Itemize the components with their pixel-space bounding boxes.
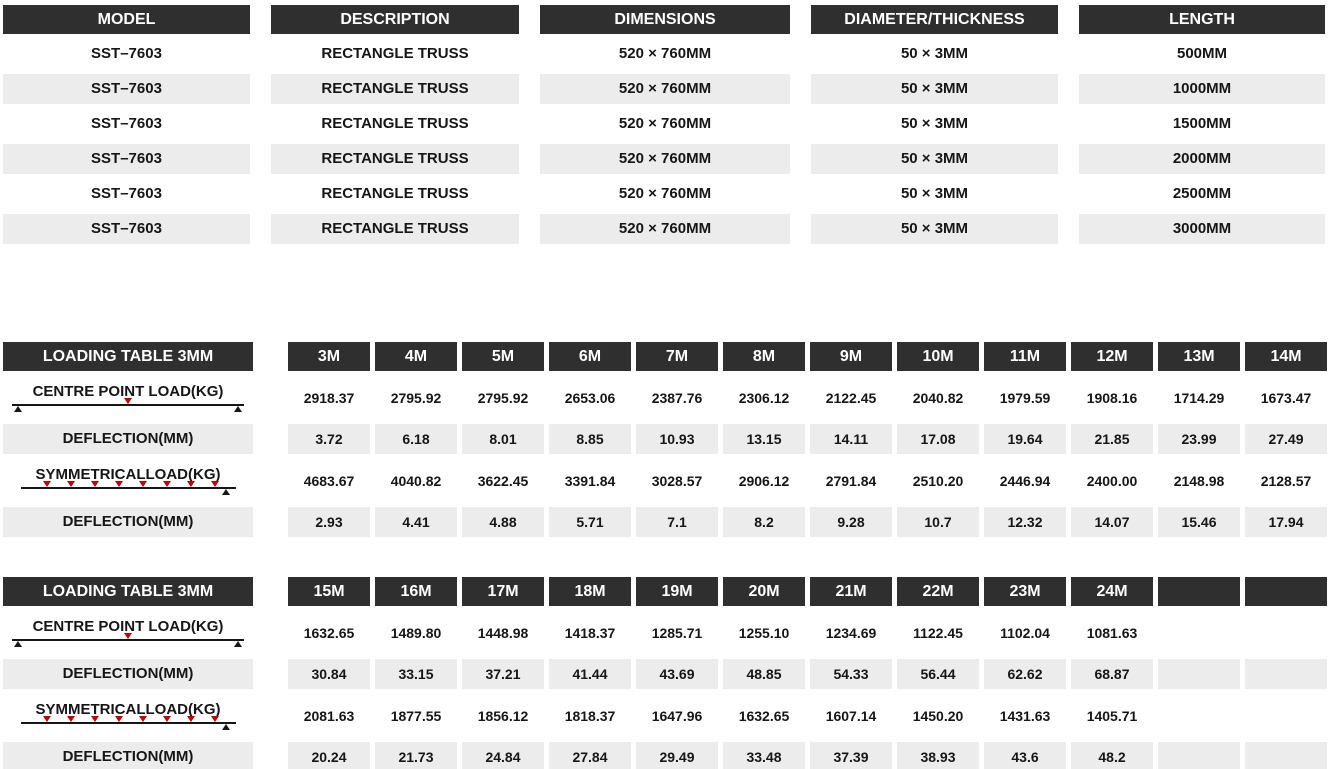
span-column-header: 11M [984, 342, 1066, 371]
loading-table-title: LOADING TABLE 3MM [3, 342, 253, 371]
spec-cell: 520 × 760MM [540, 144, 790, 174]
value-cell: 2795.92 [390, 389, 442, 406]
value-cell: 3028.57 [651, 472, 703, 489]
value-cell: 23.99 [1158, 424, 1240, 454]
distributed-load-arrow-icon [43, 481, 51, 487]
span-column-header: 21M [810, 577, 892, 606]
value-cell: 37.39 [810, 742, 892, 769]
centre-load-arrow-icon [124, 398, 132, 404]
value-cell: 2.93 [288, 507, 370, 537]
support-right-icon [222, 724, 230, 730]
spec-cell: 50 × 3MM [811, 214, 1058, 244]
value-cell: 30.84 [288, 659, 370, 689]
deflection-row [3, 507, 1332, 537]
spec-table-header-row [3, 5, 1332, 34]
value-cell: 6.18 [375, 424, 457, 454]
spec-table-row [3, 214, 1332, 244]
value-cell [1158, 610, 1240, 655]
row-label: CENTRE POINT LOAD(KG) [32, 618, 224, 635]
value-cell: 4.41 [375, 507, 457, 537]
value-cell: 1632.65 [303, 624, 355, 641]
value-cell: 2148.98 [1173, 472, 1225, 489]
value-cell: 1979.59 [999, 389, 1051, 406]
distributed-load-arrow-icon [43, 716, 51, 722]
value-cell: 2122.45 [825, 389, 877, 406]
row-label: DEFLECTION(MM) [3, 742, 253, 769]
value-cell: 56.44 [897, 659, 979, 689]
loading-table-header-row [3, 342, 1332, 371]
value-cell: 1122.45 [913, 624, 963, 641]
loading-table-3mm-first [3, 342, 1332, 537]
value-cell: 1448.98 [477, 624, 529, 641]
distributed-load-arrow-icon [211, 481, 219, 487]
centre-load-arrow-icon [124, 633, 132, 639]
row-label: DEFLECTION(MM) [3, 659, 253, 689]
value-cell: 1673.47 [1260, 389, 1312, 406]
value-cell: 17.94 [1245, 507, 1327, 537]
spec-table [3, 5, 1332, 244]
value-cell: 3.72 [288, 424, 370, 454]
centre-point-load-diagram [12, 401, 244, 412]
spec-table-row [3, 39, 1332, 69]
spec-cell: RECTANGLE TRUSS [271, 74, 519, 104]
value-cell: 38.93 [897, 742, 979, 769]
value-cell: 17.08 [897, 424, 979, 454]
spec-table-row [3, 74, 1332, 104]
row-label: SYMMETRICALLOAD(KG) [35, 701, 221, 718]
span-column-header: 16M [375, 577, 457, 606]
span-column-header: 23M [984, 577, 1066, 606]
support-left-icon [14, 641, 22, 647]
spec-cell: SST–7603 [3, 214, 250, 244]
value-cell: 1102.04 [1000, 624, 1050, 641]
span-column-header: 20M [723, 577, 805, 606]
value-cell: 8.85 [549, 424, 631, 454]
value-cell: 48.85 [723, 659, 805, 689]
spec-cell: 50 × 3MM [811, 74, 1058, 104]
spec-table-row [3, 144, 1332, 174]
value-cell: 2128.57 [1260, 472, 1312, 489]
distributed-load-arrow-icon [139, 481, 147, 487]
span-column-header: 6M [549, 342, 631, 371]
distributed-load-arrow-icon [91, 481, 99, 487]
value-cell: 1714.29 [1173, 389, 1225, 406]
value-cell: 1607.14 [825, 707, 877, 724]
value-cell: 1255.10 [738, 624, 790, 641]
value-cell: 1450.20 [912, 707, 964, 724]
span-column-header [1245, 577, 1327, 606]
row-label-column [3, 458, 253, 503]
span-column-header: 12M [1071, 342, 1153, 371]
value-cell: 1431.63 [999, 707, 1051, 724]
value-cell: 1285.71 [651, 624, 703, 641]
value-cell: 29.49 [636, 742, 718, 769]
value-cell: 14.11 [810, 424, 892, 454]
spec-column-header: DESCRIPTION [271, 5, 519, 34]
span-column-header: 13M [1158, 342, 1240, 371]
beam-line [12, 404, 244, 406]
spec-column-header: DIAMETER/THICKNESS [811, 5, 1058, 34]
spec-cell: SST–7603 [91, 115, 162, 132]
row-label-column [3, 693, 253, 738]
value-cell: 2791.84 [825, 472, 877, 489]
row-label-column [3, 375, 253, 420]
spec-cell: 2000MM [1079, 144, 1325, 174]
value-cell: 33.48 [723, 742, 805, 769]
value-cell: 1489.80 [390, 624, 442, 641]
loading-table-title: LOADING TABLE 3MM [3, 577, 253, 606]
value-cell: 15.46 [1158, 507, 1240, 537]
value-cell [1245, 742, 1327, 769]
beam-line [12, 639, 244, 641]
value-cell: 1418.37 [564, 624, 616, 641]
distributed-load-arrow-icon [187, 481, 195, 487]
spec-cell: 500MM [1176, 45, 1228, 62]
value-cell: 1405.71 [1086, 707, 1138, 724]
spec-cell: 1000MM [1079, 74, 1325, 104]
symmetrical-load-diagram [21, 484, 236, 495]
spec-table-body [3, 39, 1332, 244]
span-column-header: 5M [462, 342, 544, 371]
span-column-header: 4M [375, 342, 457, 371]
value-cell [1245, 659, 1327, 689]
value-cell: 21.73 [375, 742, 457, 769]
support-left-icon [14, 406, 22, 412]
value-cell: 27.84 [549, 742, 631, 769]
value-cell: 1647.96 [651, 707, 703, 724]
span-column-header: 14M [1245, 342, 1327, 371]
value-cell: 9.28 [810, 507, 892, 537]
value-cell: 41.44 [549, 659, 631, 689]
value-cell: 62.62 [984, 659, 1066, 689]
distributed-load-arrow-icon [67, 716, 75, 722]
spec-cell: SST–7603 [3, 144, 250, 174]
spec-cell: 50 × 3MM [811, 144, 1058, 174]
value-cell: 20.24 [288, 742, 370, 769]
value-cell: 2906.12 [738, 472, 790, 489]
span-column-header: 24M [1071, 577, 1153, 606]
spec-cell: 3000MM [1079, 214, 1325, 244]
span-column-header: 8M [723, 342, 805, 371]
value-cell: 1877.55 [390, 707, 442, 724]
value-cell: 4683.67 [303, 472, 355, 489]
centre-point-load-diagram [12, 636, 244, 647]
spec-cell: RECTANGLE TRUSS [321, 185, 469, 202]
value-cell: 33.15 [375, 659, 457, 689]
value-cell: 2446.94 [999, 472, 1051, 489]
value-cell [1245, 610, 1327, 655]
value-cell: 19.64 [984, 424, 1066, 454]
value-cell: 10.93 [636, 424, 718, 454]
value-cell: 3391.84 [564, 472, 616, 489]
value-cell: 2081.63 [303, 707, 355, 724]
value-cell: 4040.82 [390, 472, 442, 489]
distributed-load-arrow-icon [115, 716, 123, 722]
value-cell: 48.2 [1071, 742, 1153, 769]
span-column-header: 7M [636, 342, 718, 371]
spec-column-header: MODEL [3, 5, 250, 34]
spec-cell: 520 × 760MM [540, 74, 790, 104]
value-cell: 7.1 [636, 507, 718, 537]
value-cell [1245, 693, 1327, 738]
value-cell: 10.7 [897, 507, 979, 537]
spec-cell: 520 × 760MM [618, 185, 712, 202]
beam-line [21, 722, 236, 724]
spec-cell: 520 × 760MM [540, 214, 790, 244]
span-column-header [1158, 577, 1240, 606]
distributed-load-arrow-icon [163, 481, 171, 487]
value-cell: 54.33 [810, 659, 892, 689]
load-row [3, 458, 1332, 503]
spec-cell: SST–7603 [91, 45, 162, 62]
span-column-header: 18M [549, 577, 631, 606]
spec-cell: 50 × 3MM [900, 185, 969, 202]
distributed-load-arrow-icon [163, 716, 171, 722]
value-cell: 14.07 [1071, 507, 1153, 537]
span-column-header: 17M [462, 577, 544, 606]
value-cell: 1856.12 [477, 707, 529, 724]
spec-cell: RECTANGLE TRUSS [321, 115, 469, 132]
deflection-row [3, 424, 1332, 454]
spec-cell: 2500MM [1172, 185, 1232, 202]
row-label: DEFLECTION(MM) [3, 424, 253, 454]
deflection-row [3, 742, 1332, 769]
spec-column-header: LENGTH [1079, 5, 1325, 34]
span-column-header: 10M [897, 342, 979, 371]
beam-line [21, 487, 236, 489]
spec-cell: SST–7603 [91, 185, 162, 202]
distributed-load-arrow-icon [139, 716, 147, 722]
support-right-icon [234, 406, 242, 412]
value-cell: 8.01 [462, 424, 544, 454]
value-cell: 8.2 [723, 507, 805, 537]
spec-cell: SST–7603 [3, 74, 250, 104]
value-cell: 2510.20 [912, 472, 964, 489]
distributed-load-arrow-icon [187, 716, 195, 722]
value-cell: 1081.63 [1086, 624, 1138, 641]
value-cell: 13.15 [723, 424, 805, 454]
support-right-icon [222, 489, 230, 495]
spec-cell: 50 × 3MM [900, 45, 969, 62]
loading-table-3mm-second [3, 577, 1332, 769]
row-label-column [3, 610, 253, 655]
value-cell: 12.32 [984, 507, 1066, 537]
value-cell: 2918.37 [303, 389, 355, 406]
value-cell: 1908.16 [1086, 389, 1138, 406]
spec-cell: 50 × 3MM [900, 115, 969, 132]
value-cell: 3622.45 [477, 472, 529, 489]
value-cell: 2306.12 [738, 389, 790, 406]
loading-table-header-row [3, 577, 1332, 606]
load-row [3, 375, 1332, 420]
span-column-header: 3M [288, 342, 370, 371]
spec-cell: RECTANGLE TRUSS [271, 144, 519, 174]
spec-cell: 520 × 760MM [618, 45, 712, 62]
load-row [3, 610, 1332, 655]
spec-cell: RECTANGLE TRUSS [321, 45, 469, 62]
span-column-header: 22M [897, 577, 979, 606]
value-cell: 43.6 [984, 742, 1066, 769]
value-cell: 1632.65 [738, 707, 790, 724]
symmetrical-load-diagram [21, 719, 236, 730]
value-cell: 2040.82 [912, 389, 964, 406]
spec-table-row [3, 179, 1332, 209]
row-label: CENTRE POINT LOAD(KG) [32, 383, 224, 400]
row-label: SYMMETRICALLOAD(KG) [35, 466, 221, 483]
distributed-load-arrow-icon [91, 716, 99, 722]
value-cell [1158, 742, 1240, 769]
row-label: DEFLECTION(MM) [3, 507, 253, 537]
span-column-header: 15M [288, 577, 370, 606]
distributed-load-arrow-icon [115, 481, 123, 487]
load-row [3, 693, 1332, 738]
value-cell: 24.84 [462, 742, 544, 769]
spec-cell: 1500MM [1172, 115, 1232, 132]
value-cell: 2400.00 [1086, 472, 1138, 489]
value-cell: 68.87 [1071, 659, 1153, 689]
value-cell: 2653.06 [564, 389, 616, 406]
distributed-load-arrow-icon [211, 716, 219, 722]
value-cell: 1234.69 [825, 624, 877, 641]
distributed-load-arrow-icon [67, 481, 75, 487]
value-cell: 1818.37 [564, 707, 616, 724]
value-cell: 2387.76 [651, 389, 703, 406]
spec-cell: RECTANGLE TRUSS [271, 214, 519, 244]
value-cell: 43.69 [636, 659, 718, 689]
value-cell: 2795.92 [477, 389, 529, 406]
span-column-header: 19M [636, 577, 718, 606]
value-cell [1158, 659, 1240, 689]
value-cell: 4.88 [462, 507, 544, 537]
value-cell: 5.71 [549, 507, 631, 537]
value-cell: 27.49 [1245, 424, 1327, 454]
value-cell: 37.21 [462, 659, 544, 689]
support-right-icon [234, 641, 242, 647]
deflection-row [3, 659, 1332, 689]
spec-cell: 520 × 760MM [618, 115, 712, 132]
value-cell [1158, 693, 1240, 738]
spec-column-header: DIMENSIONS [540, 5, 790, 34]
value-cell: 21.85 [1071, 424, 1153, 454]
spec-table-row [3, 109, 1332, 139]
span-column-header: 9M [810, 342, 892, 371]
